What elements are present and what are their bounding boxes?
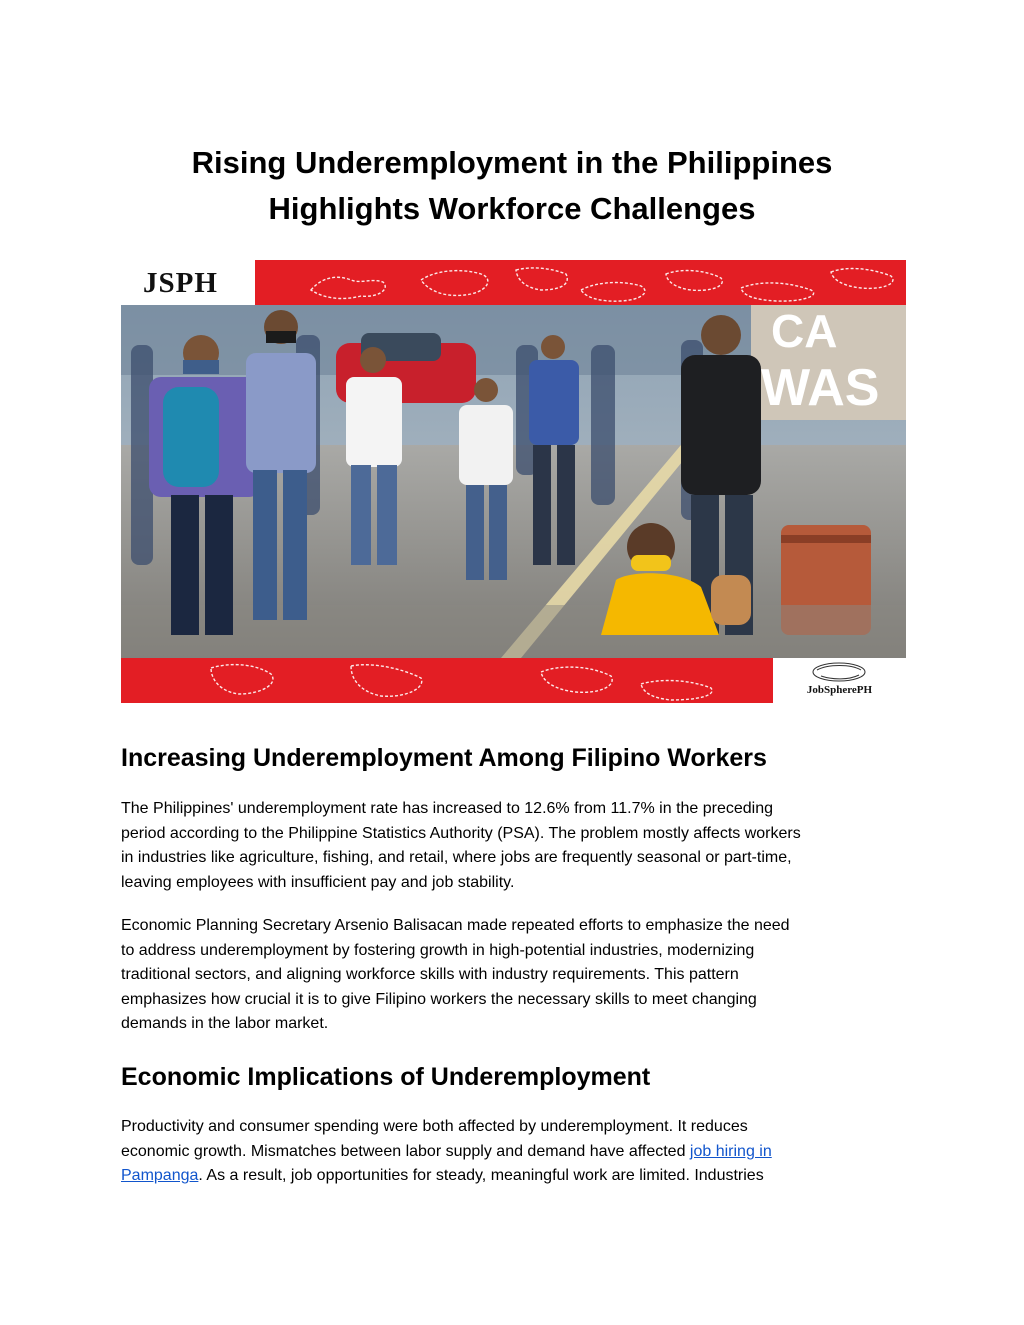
hero-banner xyxy=(121,260,906,703)
paragraph-line: emphasizes how crucial it is to give Filipino workers the necessary skills to meet changing xyxy=(121,990,757,1008)
paragraph-line xyxy=(121,1164,911,1189)
paragraph-line: period according to the Philippine Statistics Authority (PSA). The problem mostly affects workers xyxy=(121,824,801,842)
paragraph-line: in industries like agriculture, fishing, and retail, where jobs are frequently seasonal or part-time, xyxy=(121,849,792,866)
article-title xyxy=(112,140,912,232)
globe-logo-icon xyxy=(773,658,906,684)
job-hiring-pampanga-link[interactable]: job hiring in xyxy=(689,1142,772,1160)
paragraph-line: The Philippines' underemployment rate has increased to 12.6% from 11.7% in the preceding xyxy=(121,800,774,817)
svg-text:CA: CA xyxy=(771,305,838,357)
street-crowd-photo xyxy=(121,305,906,658)
section-heading: Increasing Underemployment Among Filipino Workers xyxy=(121,744,767,772)
paragraph-line: Productivity and consumer spending were both affected by underemployment. It reduces xyxy=(121,1118,748,1135)
jobsphere-logo: JobSpherePH xyxy=(806,684,873,696)
job-hiring-pampanga-link-cont[interactable]: Pampanga xyxy=(121,1167,199,1184)
paragraph-text: economic growth. Mismatches between labor supply and demand have affected xyxy=(121,1142,690,1160)
section-heading: Economic Implications of Underemployment xyxy=(121,1063,651,1091)
paragraph xyxy=(121,797,911,895)
paragraph-text: . As a result, job opportunities for steady, meaningful work are limited. Industries xyxy=(198,1167,764,1184)
jsph-logo-box xyxy=(121,260,255,305)
title-line: Highlights Workforce Challenges xyxy=(268,191,756,226)
paragraph-line: demands in the labor market. xyxy=(121,1015,329,1032)
svg-text:WAS: WAS xyxy=(761,359,880,417)
paragraph-line: leaving employees with insufficient pay and job stability. xyxy=(121,873,515,891)
jobsphere-logo-box xyxy=(773,658,906,703)
paragraph xyxy=(121,914,911,1037)
paragraph-line: Economic Planning Secretary Arsenio Balisacan made repeated efforts to emphasize the need xyxy=(121,917,790,934)
paragraph-line: traditional sectors, and aligning workforce skills with industry requirements. This pattern xyxy=(121,966,739,983)
paragraph-line: to address underemployment by fostering growth in high-potential industries, modernizing xyxy=(121,941,755,959)
paragraph xyxy=(121,1115,911,1189)
paragraph-line xyxy=(121,1140,911,1165)
title-line: Rising Underemployment in the Philippines xyxy=(191,145,833,180)
jsph-logo: JSPH xyxy=(143,267,218,299)
